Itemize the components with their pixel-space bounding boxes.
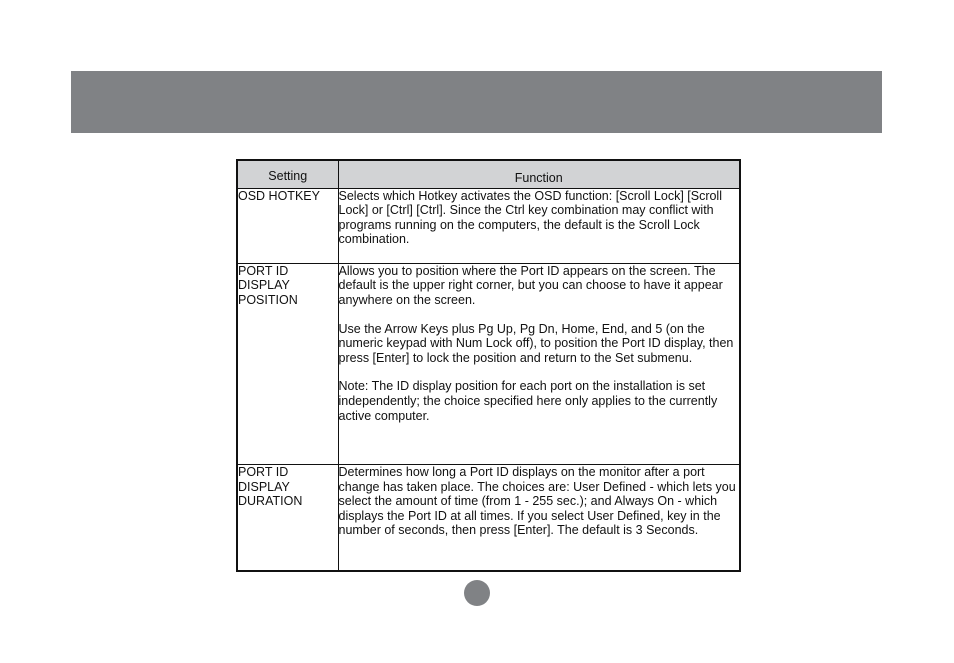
description-paragraph: Use the Arrow Keys plus Pg Up, Pg Dn, Home, End, and 5 (on the numeric keypad with Num Lock off), to position the Port ID display, then press [Enter] to lock the position and return to the Set submenu. [338, 321, 734, 365]
description-paragraph: Determines how long a Port ID displays on the monitor after a port change has taken place. The choices are: User Defined - which lets you select the amount of time (from 1 - 255 sec.); and Always On - which displays the Port ID at all times. If you select User Defined, key in the number of seconds, then press [Enter]. The default is 3 Seconds. [338, 464, 736, 538]
setting-name-text: PORT ID DISPLAY DURATION [238, 464, 303, 509]
function-description [338, 464, 740, 571]
function-description [338, 263, 740, 464]
table-row [237, 464, 740, 571]
settings-table [236, 159, 741, 572]
page-number-dot [464, 580, 490, 606]
table-row [237, 263, 740, 464]
function-description [338, 188, 740, 263]
setting-name [237, 263, 338, 464]
table-row [237, 188, 740, 263]
function-column-header: Function [338, 160, 740, 188]
setting-name [237, 464, 338, 571]
setting-column-header: Setting [237, 160, 338, 188]
setting-name-text: PORT ID DISPLAY POSITION [238, 263, 298, 308]
setting-name: OSD HOTKEY [237, 188, 338, 263]
description-paragraph: Allows you to position where the Port ID appears on the screen. The default is the upper right corner, but you can choose to have it appear anywhere on the screen. [338, 263, 723, 308]
header-band [71, 71, 882, 133]
table-header-row [237, 160, 740, 188]
description-paragraph: Note: The ID display position for each port on the installation is set independently; the choice specified here only applies to the currently active computer. [338, 379, 718, 423]
description-paragraph: Selects which Hotkey activates the OSD function: [Scroll Lock] [Scroll Lock] or [Ctrl] [Ctrl]. Since the Ctrl key combination may conflict with programs running on the computers, the default is the Scroll Lock combination. [338, 188, 722, 247]
